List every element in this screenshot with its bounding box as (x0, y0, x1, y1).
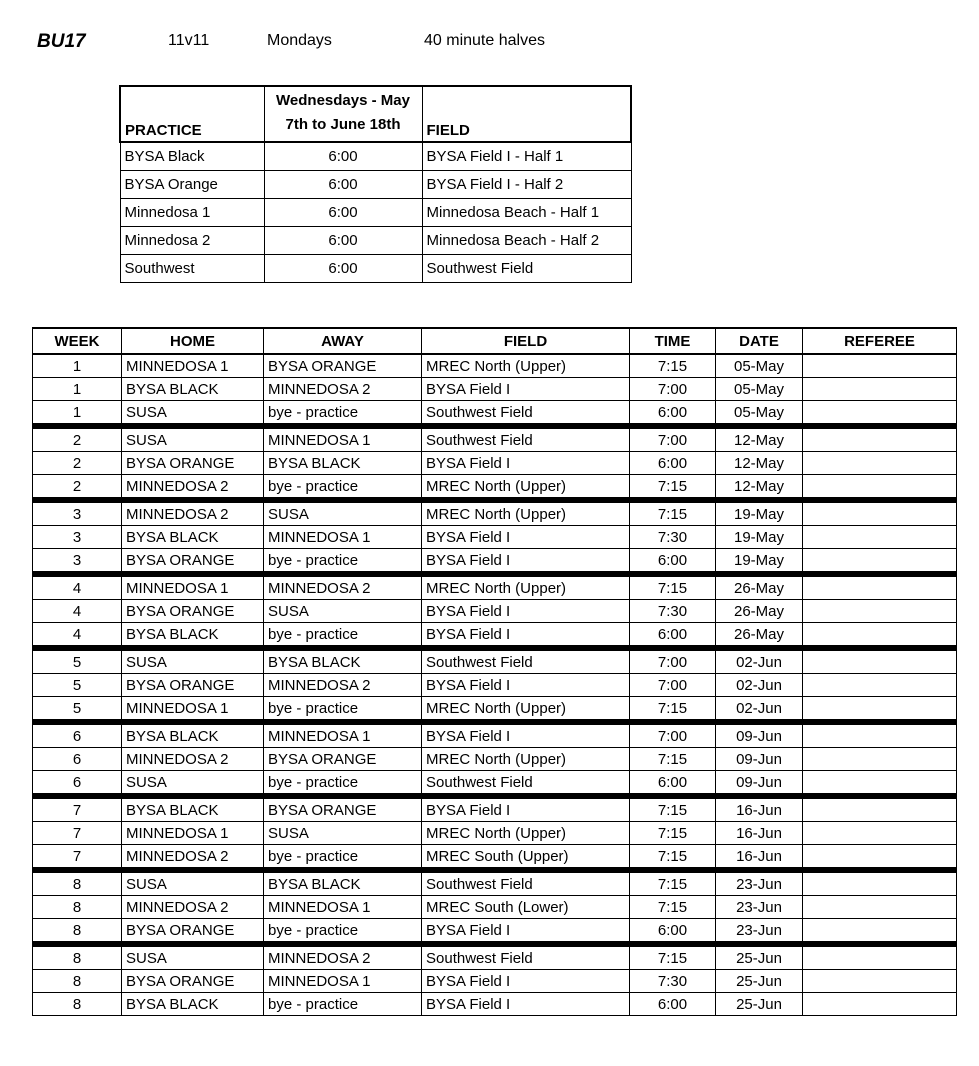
away-cell: SUSA (264, 822, 422, 845)
away-cell: bye - practice (264, 549, 422, 575)
date-cell: 23-Jun (716, 896, 803, 919)
home-cell: BYSA ORANGE (122, 549, 264, 575)
home-cell: MINNEDOSA 2 (122, 896, 264, 919)
practice-team-cell: BYSA Orange (120, 171, 264, 199)
home-cell: BYSA ORANGE (122, 919, 264, 945)
referee-cell (803, 993, 957, 1016)
field-cell: Southwest Field (422, 944, 630, 970)
referee-cell (803, 796, 957, 822)
time-cell: 7:15 (630, 822, 716, 845)
home-cell: SUSA (122, 944, 264, 970)
week-cell: 2 (33, 452, 122, 475)
home-cell: BYSA ORANGE (122, 452, 264, 475)
away-cell: MINNEDOSA 2 (264, 674, 422, 697)
away-cell: BYSA BLACK (264, 452, 422, 475)
week-cell: 2 (33, 426, 122, 452)
date-cell: 12-May (716, 426, 803, 452)
week-cell: 4 (33, 623, 122, 649)
field-cell: BYSA Field I (422, 452, 630, 475)
home-cell: SUSA (122, 401, 264, 427)
schedule-row (33, 401, 957, 427)
referee-cell (803, 748, 957, 771)
field-cell: MREC North (Upper) (422, 748, 630, 771)
header-date: DATE (716, 328, 803, 354)
week-cell: 8 (33, 944, 122, 970)
date-cell: 16-Jun (716, 822, 803, 845)
away-cell: MINNEDOSA 1 (264, 426, 422, 452)
time-cell: 7:00 (630, 426, 716, 452)
time-cell: 6:00 (630, 623, 716, 649)
week-cell: 7 (33, 845, 122, 871)
time-cell: 7:30 (630, 970, 716, 993)
time-cell: 6:00 (630, 993, 716, 1016)
practice-row (120, 171, 631, 199)
field-cell: MREC North (Upper) (422, 697, 630, 723)
schedule-header-row (33, 328, 957, 354)
practice-time-cell: 6:00 (264, 199, 422, 227)
away-cell: MINNEDOSA 1 (264, 970, 422, 993)
date-cell: 23-Jun (716, 919, 803, 945)
date-cell: 19-May (716, 549, 803, 575)
referee-cell (803, 623, 957, 649)
schedule-row (33, 600, 957, 623)
week-cell: 3 (33, 549, 122, 575)
time-cell: 7:15 (630, 697, 716, 723)
referee-cell (803, 970, 957, 993)
week-cell: 6 (33, 748, 122, 771)
field-cell: MREC North (Upper) (422, 500, 630, 526)
away-cell: MINNEDOSA 2 (264, 378, 422, 401)
date-cell: 12-May (716, 475, 803, 501)
schedule-row (33, 526, 957, 549)
time-cell: 7:15 (630, 896, 716, 919)
field-cell: BYSA Field I (422, 796, 630, 822)
practice-header-team: PRACTICE (120, 86, 264, 142)
home-cell: BYSA ORANGE (122, 674, 264, 697)
away-cell: MINNEDOSA 1 (264, 526, 422, 549)
referee-cell (803, 354, 957, 378)
field-cell: Southwest Field (422, 648, 630, 674)
date-cell: 02-Jun (716, 648, 803, 674)
time-cell: 7:15 (630, 475, 716, 501)
week-cell: 6 (33, 722, 122, 748)
time-cell: 6:00 (630, 549, 716, 575)
field-cell: MREC North (Upper) (422, 475, 630, 501)
practice-team-cell: BYSA Black (120, 142, 264, 171)
week-cell: 1 (33, 378, 122, 401)
practice-row (120, 255, 631, 283)
header-time: TIME (630, 328, 716, 354)
practice-row (120, 142, 631, 171)
away-cell: MINNEDOSA 2 (264, 944, 422, 970)
referee-cell (803, 549, 957, 575)
referee-cell (803, 674, 957, 697)
date-cell: 25-Jun (716, 944, 803, 970)
referee-cell (803, 378, 957, 401)
week-cell: 5 (33, 697, 122, 723)
away-cell: BYSA ORANGE (264, 796, 422, 822)
week-cell: 8 (33, 970, 122, 993)
time-cell: 7:00 (630, 722, 716, 748)
schedule-row (33, 648, 957, 674)
referee-cell (803, 526, 957, 549)
schedule-row (33, 500, 957, 526)
time-cell: 7:15 (630, 500, 716, 526)
time-cell: 7:15 (630, 845, 716, 871)
field-cell: BYSA Field I (422, 623, 630, 649)
field-cell: BYSA Field I (422, 549, 630, 575)
date-cell: 25-Jun (716, 993, 803, 1016)
schedule-row (33, 970, 957, 993)
away-cell: bye - practice (264, 919, 422, 945)
practice-time-cell: 6:00 (264, 255, 422, 283)
schedule-row (33, 722, 957, 748)
practice-row (120, 227, 631, 255)
referee-cell (803, 697, 957, 723)
field-cell: BYSA Field I (422, 722, 630, 748)
field-cell: Southwest Field (422, 870, 630, 896)
game-format: 11v11 (168, 32, 210, 49)
practice-time-cell: 6:00 (264, 142, 422, 171)
schedule-table (32, 327, 957, 1016)
referee-cell (803, 452, 957, 475)
date-cell: 02-Jun (716, 697, 803, 723)
home-cell: BYSA BLACK (122, 526, 264, 549)
schedule-row (33, 452, 957, 475)
schedule-row (33, 426, 957, 452)
date-cell: 26-May (716, 574, 803, 600)
practice-field-cell: Minnedosa Beach - Half 1 (422, 199, 631, 227)
schedule-row (33, 574, 957, 600)
field-cell: Southwest Field (422, 401, 630, 427)
schedule-row (33, 993, 957, 1016)
week-cell: 7 (33, 796, 122, 822)
referee-cell (803, 648, 957, 674)
time-cell: 7:30 (630, 526, 716, 549)
home-cell: BYSA BLACK (122, 623, 264, 649)
date-cell: 05-May (716, 401, 803, 427)
away-cell: MINNEDOSA 2 (264, 574, 422, 600)
referee-cell (803, 822, 957, 845)
week-cell: 8 (33, 993, 122, 1016)
date-cell: 09-Jun (716, 722, 803, 748)
referee-cell (803, 426, 957, 452)
away-cell: bye - practice (264, 771, 422, 797)
date-cell: 02-Jun (716, 674, 803, 697)
time-cell: 6:00 (630, 919, 716, 945)
time-cell: 7:15 (630, 796, 716, 822)
away-cell: BYSA ORANGE (264, 354, 422, 378)
away-cell: SUSA (264, 500, 422, 526)
field-cell: MREC North (Upper) (422, 574, 630, 600)
referee-cell (803, 401, 957, 427)
week-cell: 3 (33, 526, 122, 549)
week-cell: 1 (33, 401, 122, 427)
home-cell: MINNEDOSA 1 (122, 574, 264, 600)
header-week: WEEK (33, 328, 122, 354)
practice-header-field: FIELD (422, 86, 631, 142)
practice-header-line-1: Wednesdays - May (276, 92, 410, 109)
practice-team-cell: Minnedosa 1 (120, 199, 264, 227)
field-cell: MREC North (Upper) (422, 354, 630, 378)
schedule-row (33, 674, 957, 697)
week-cell: 5 (33, 674, 122, 697)
week-cell: 3 (33, 500, 122, 526)
home-cell: SUSA (122, 648, 264, 674)
header-away: AWAY (264, 328, 422, 354)
practice-field-cell: Southwest Field (422, 255, 631, 283)
away-cell: MINNEDOSA 1 (264, 896, 422, 919)
referee-cell (803, 919, 957, 945)
schedule-row (33, 354, 957, 378)
schedule-row (33, 771, 957, 797)
date-cell: 16-Jun (716, 845, 803, 871)
date-cell: 05-May (716, 378, 803, 401)
field-cell: MREC South (Upper) (422, 845, 630, 871)
week-cell: 7 (33, 822, 122, 845)
away-cell: BYSA BLACK (264, 870, 422, 896)
week-cell: 8 (33, 896, 122, 919)
week-cell: 8 (33, 870, 122, 896)
referee-cell (803, 475, 957, 501)
home-cell: BYSA ORANGE (122, 970, 264, 993)
home-cell: BYSA BLACK (122, 722, 264, 748)
home-cell: BYSA BLACK (122, 796, 264, 822)
referee-cell (803, 944, 957, 970)
home-cell: BYSA BLACK (122, 378, 264, 401)
week-cell: 1 (33, 354, 122, 378)
home-cell: MINNEDOSA 1 (122, 354, 264, 378)
practice-time-cell: 6:00 (264, 227, 422, 255)
time-cell: 7:00 (630, 674, 716, 697)
schedule-row (33, 549, 957, 575)
referee-cell (803, 896, 957, 919)
referee-cell (803, 722, 957, 748)
practice-team-cell: Southwest (120, 255, 264, 283)
time-cell: 7:15 (630, 354, 716, 378)
practice-header-schedule (264, 86, 422, 142)
header-field: FIELD (422, 328, 630, 354)
date-cell: 25-Jun (716, 970, 803, 993)
date-cell: 16-Jun (716, 796, 803, 822)
field-cell: BYSA Field I (422, 970, 630, 993)
referee-cell (803, 574, 957, 600)
field-cell: MREC North (Upper) (422, 822, 630, 845)
time-cell: 7:15 (630, 748, 716, 771)
game-day: Mondays (267, 32, 332, 49)
referee-cell (803, 845, 957, 871)
referee-cell (803, 771, 957, 797)
referee-cell (803, 600, 957, 623)
away-cell: bye - practice (264, 475, 422, 501)
home-cell: MINNEDOSA 2 (122, 500, 264, 526)
field-cell: BYSA Field I (422, 378, 630, 401)
field-cell: BYSA Field I (422, 526, 630, 549)
date-cell: 26-May (716, 623, 803, 649)
week-cell: 8 (33, 919, 122, 945)
home-cell: SUSA (122, 426, 264, 452)
practice-field-cell: BYSA Field I - Half 2 (422, 171, 631, 199)
schedule-row (33, 378, 957, 401)
field-cell: MREC South (Lower) (422, 896, 630, 919)
time-cell: 7:15 (630, 574, 716, 600)
schedule-row (33, 822, 957, 845)
field-cell: Southwest Field (422, 426, 630, 452)
field-cell: BYSA Field I (422, 993, 630, 1016)
away-cell: SUSA (264, 600, 422, 623)
date-cell: 12-May (716, 452, 803, 475)
field-cell: BYSA Field I (422, 674, 630, 697)
away-cell: bye - practice (264, 993, 422, 1016)
date-cell: 19-May (716, 500, 803, 526)
schedule-row (33, 896, 957, 919)
home-cell: MINNEDOSA 2 (122, 845, 264, 871)
time-cell: 7:00 (630, 648, 716, 674)
practice-row (120, 199, 631, 227)
date-cell: 26-May (716, 600, 803, 623)
header-home: HOME (122, 328, 264, 354)
home-cell: MINNEDOSA 1 (122, 697, 264, 723)
field-cell: BYSA Field I (422, 919, 630, 945)
home-cell: SUSA (122, 870, 264, 896)
division-title: BU17 (37, 31, 86, 52)
schedule-row (33, 748, 957, 771)
schedule-row (33, 944, 957, 970)
away-cell: bye - practice (264, 845, 422, 871)
home-cell: SUSA (122, 771, 264, 797)
time-cell: 6:00 (630, 771, 716, 797)
schedule-row (33, 623, 957, 649)
home-cell: MINNEDOSA 2 (122, 748, 264, 771)
week-cell: 4 (33, 574, 122, 600)
date-cell: 09-Jun (716, 771, 803, 797)
away-cell: bye - practice (264, 401, 422, 427)
week-cell: 2 (33, 475, 122, 501)
time-cell: 6:00 (630, 401, 716, 427)
time-cell: 7:00 (630, 378, 716, 401)
week-cell: 6 (33, 771, 122, 797)
practice-team-cell: Minnedosa 2 (120, 227, 264, 255)
schedule-row (33, 870, 957, 896)
time-cell: 7:15 (630, 944, 716, 970)
home-cell: MINNEDOSA 2 (122, 475, 264, 501)
date-cell: 09-Jun (716, 748, 803, 771)
week-cell: 5 (33, 648, 122, 674)
time-cell: 7:15 (630, 870, 716, 896)
schedule-row (33, 796, 957, 822)
practice-table (119, 85, 632, 283)
schedule-row (33, 845, 957, 871)
away-cell: bye - practice (264, 697, 422, 723)
home-cell: BYSA ORANGE (122, 600, 264, 623)
referee-cell (803, 870, 957, 896)
half-length: 40 minute halves (424, 32, 545, 49)
away-cell: BYSA BLACK (264, 648, 422, 674)
date-cell: 05-May (716, 354, 803, 378)
practice-field-cell: Minnedosa Beach - Half 2 (422, 227, 631, 255)
schedule-row (33, 919, 957, 945)
time-cell: 6:00 (630, 452, 716, 475)
referee-cell (803, 500, 957, 526)
practice-time-cell: 6:00 (264, 171, 422, 199)
away-cell: BYSA ORANGE (264, 748, 422, 771)
date-cell: 23-Jun (716, 870, 803, 896)
field-cell: BYSA Field I (422, 600, 630, 623)
schedule-row (33, 475, 957, 501)
practice-field-cell: BYSA Field I - Half 1 (422, 142, 631, 171)
week-cell: 4 (33, 600, 122, 623)
date-cell: 19-May (716, 526, 803, 549)
header-referee: REFEREE (803, 328, 957, 354)
practice-header-line-2: 7th to June 18th (285, 116, 401, 133)
field-cell: Southwest Field (422, 771, 630, 797)
away-cell: MINNEDOSA 1 (264, 722, 422, 748)
schedule-row (33, 697, 957, 723)
home-cell: MINNEDOSA 1 (122, 822, 264, 845)
practice-header-row (120, 86, 631, 142)
away-cell: bye - practice (264, 623, 422, 649)
time-cell: 7:30 (630, 600, 716, 623)
home-cell: BYSA BLACK (122, 993, 264, 1016)
